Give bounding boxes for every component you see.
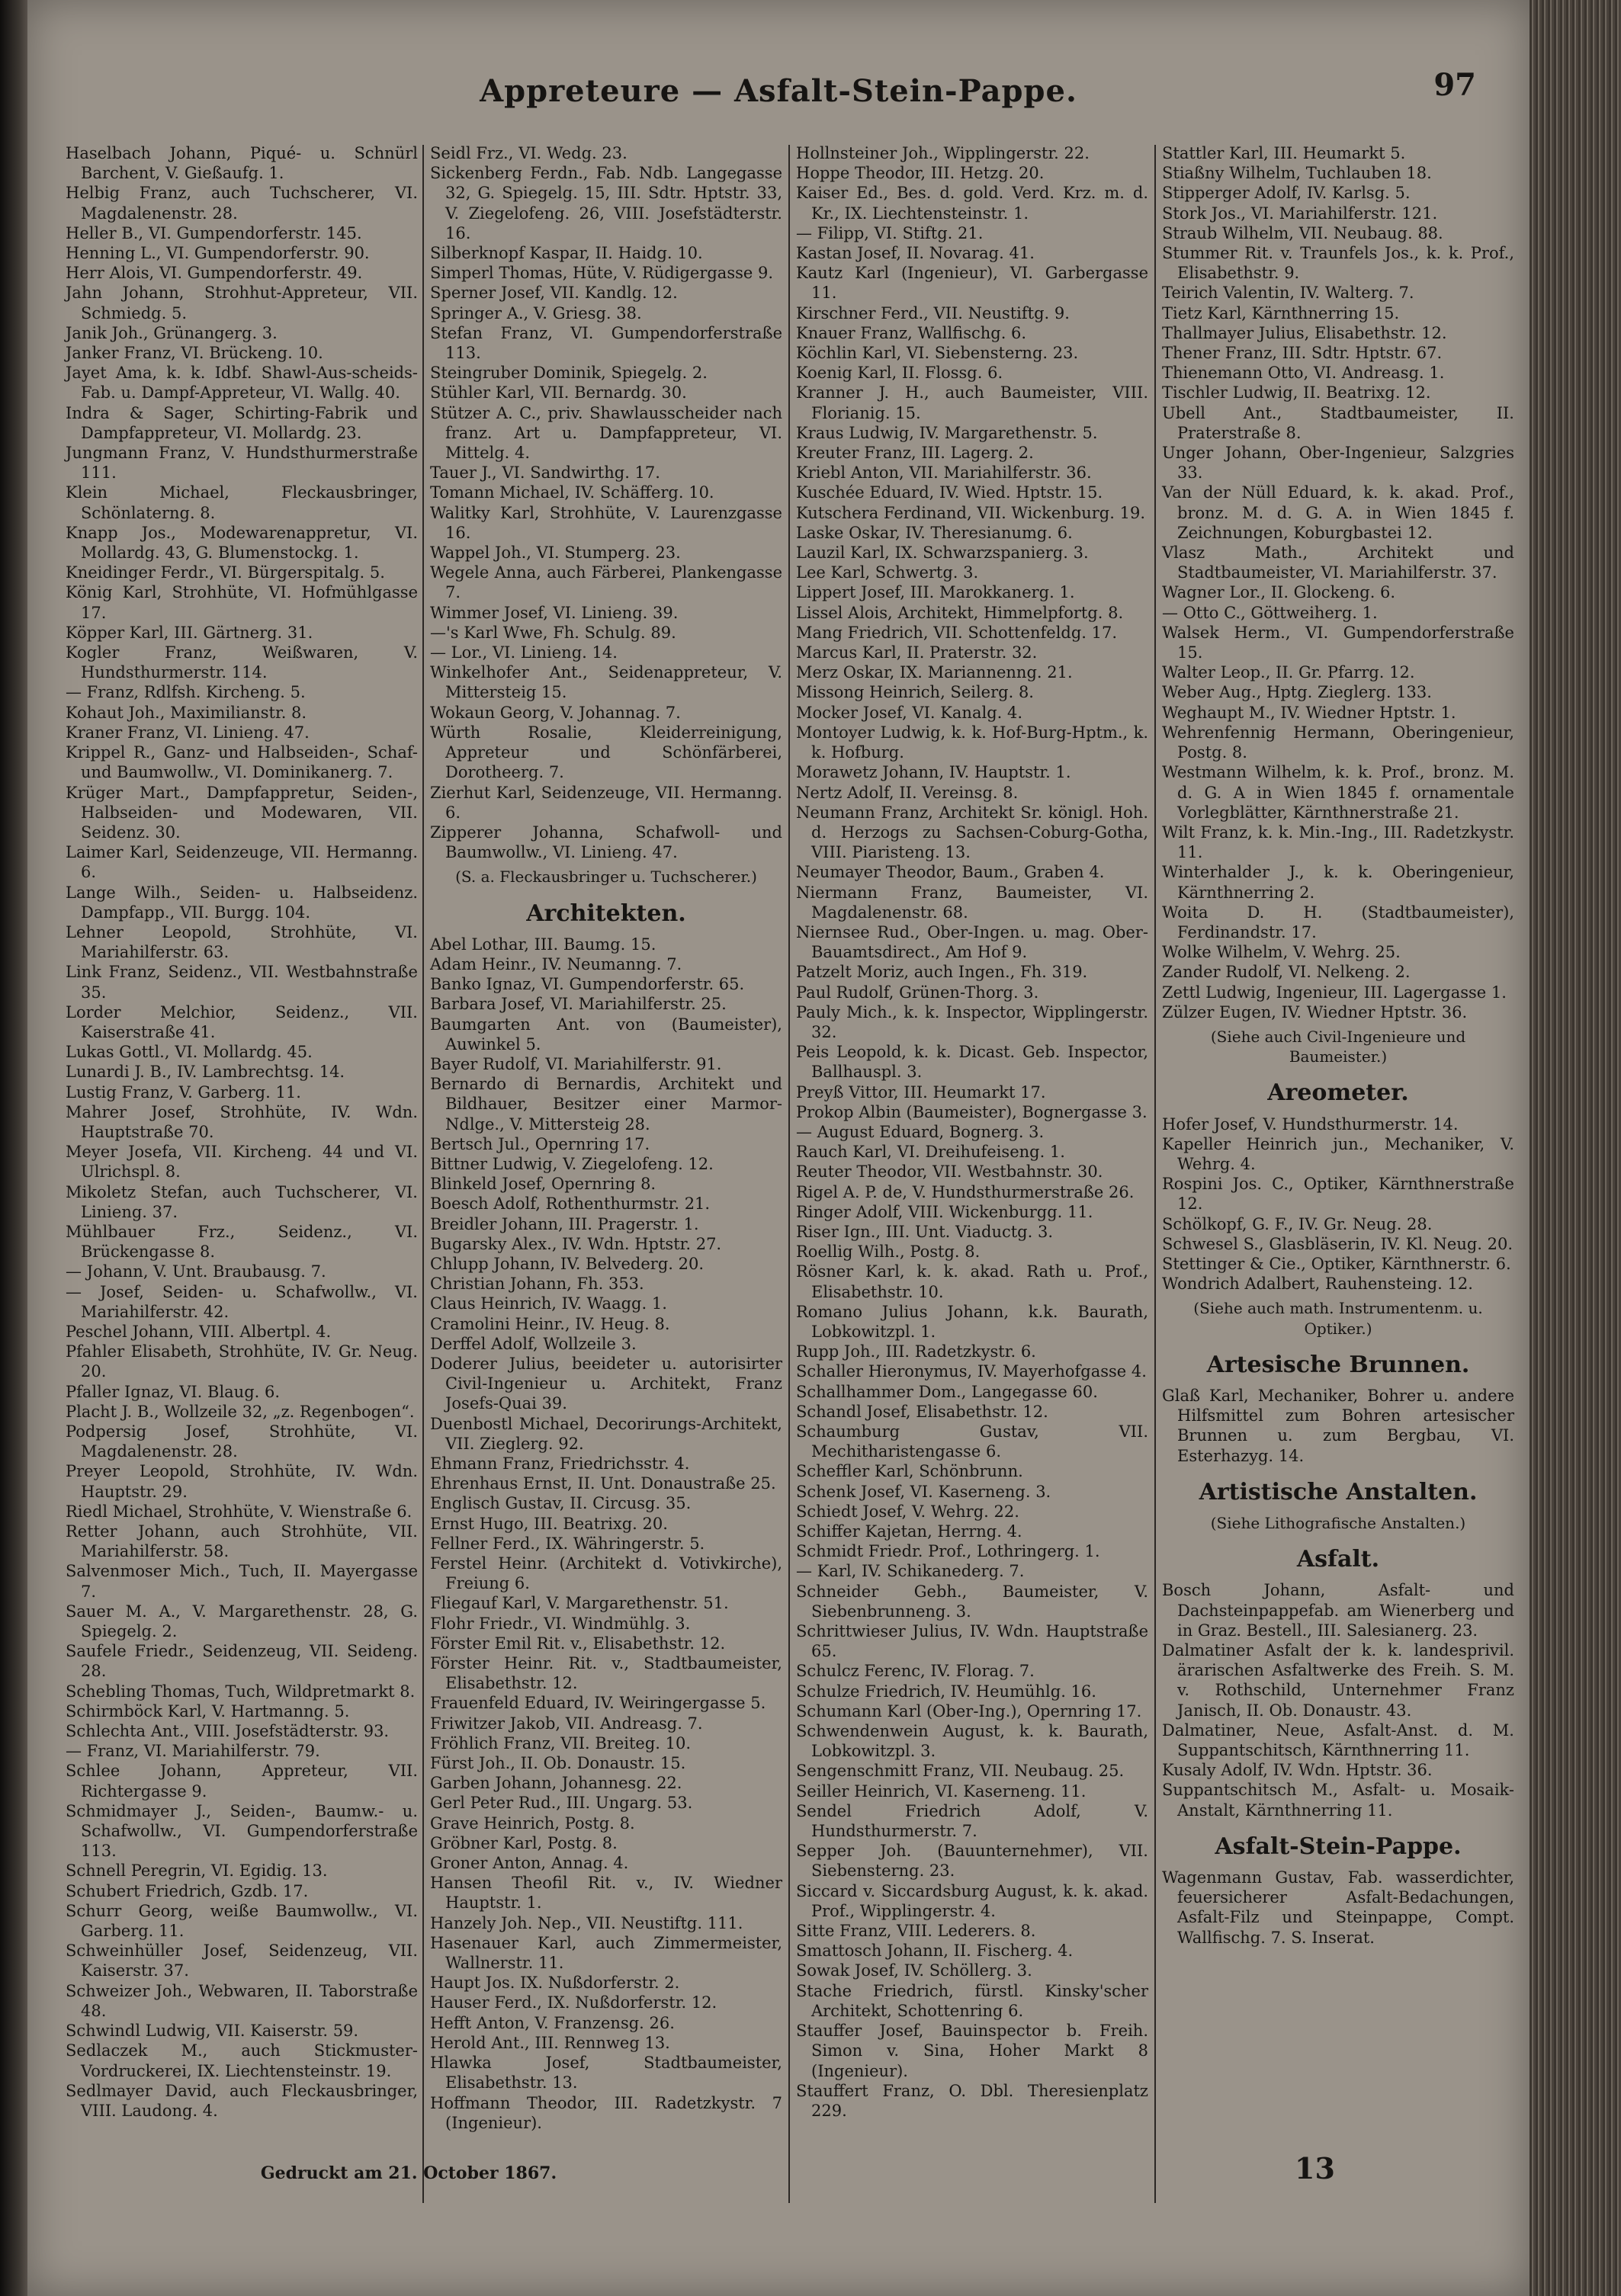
directory-entry: Siccard v. Siccardsburg August, k. k. akad. Prof., Wipplingerstr. 4. [796, 1881, 1148, 1920]
entry-list [430, 143, 782, 862]
section-heading-artistische-anstalten: Artistische Anstalten. [1199, 1478, 1478, 1506]
directory-entry: Gröbner Karl, Postg. 8. [430, 1833, 618, 1852]
column-rule [1154, 145, 1156, 2203]
directory-entry: Preyß Vittor, III. Heumarkt 17. [796, 1082, 1046, 1102]
directory-entry: Kautz Karl (Ingenieur), VI. Garbergasse 11. [796, 264, 1148, 303]
directory-entry: Lee Karl, Schwertg. 3. [796, 563, 979, 582]
directory-entry: Tischler Ludwig, II. Beatrixg. 12. [1162, 383, 1431, 402]
directory-entry: Schmidmayer J., Seiden-, Baumw.- u. Schafwollw., VI. Gumpendorferstraße 113. [66, 1801, 418, 1861]
column-1 [66, 143, 418, 2121]
directory-entry: Barbara Josef, VI. Mariahilferstr. 25. [430, 995, 727, 1014]
directory-entry: Unger Johann, Ober-Ingenieur, Salzgries 33. [1162, 444, 1514, 483]
directory-entry: Wagner Lor., II. Glockeng. 6. [1162, 583, 1396, 602]
directory-entry: Lissel Alois, Architekt, Himmelpfortg. 8. [796, 603, 1124, 622]
directory-entry: Niermann Franz, Baumeister, VI. Magdalenenstr. 68. [796, 883, 1148, 922]
directory-entry: Jayet Ama, k. k. Idbf. Shawl-Aus-scheids-Fab. u. Dampf-Appreteur, VI. Wallg. 40. [66, 364, 418, 402]
directory-entry: — Otto C., Göttweiherg. 1. [1162, 603, 1378, 622]
column-rule [422, 145, 424, 2203]
directory-entry: Ehrenhaus Ernst, II. Unt. Donaustraße 25. [430, 1474, 776, 1493]
directory-entry: Fliegauf Karl, V. Margarethenstr. 51. [430, 1594, 729, 1613]
directory-entry: Glaß Karl, Mechaniker, Bohrer u. andere Hilfsmittel zum Bohren artesischer Brunnen u. zum Bergbau, VI. Esterhazyg. 14. [1162, 1386, 1514, 1465]
directory-entry: Hoppe Theodor, III. Hetzg. 20. [796, 164, 1045, 183]
directory-entry: Sedlmayer David, auch Fleckausbringer, VIII. Laudong. 4. [66, 2081, 418, 2120]
directory-entry: Woita D. H. (Stadtbaumeister), Ferdinandstr. 17. [1162, 903, 1514, 941]
directory-entry: König Karl, Strohhüte, VI. Hofmühlgasse 17. [66, 583, 418, 622]
directory-entry: Lange Wilh., Seiden- u. Halbseidenz. Dampfapp., VII. Burgg. 104. [66, 883, 418, 922]
directory-entry: Stühler Karl, VII. Bernardg. 30. [430, 383, 687, 402]
directory-entry: Schirmböck Karl, V. Hartmanng. 5. [66, 1701, 350, 1720]
directory-entry: Westmann Wilhelm, k. k. Prof., bronz. M. d. G. A in Wien 1845 f. ornamentale Vorlegblätter, Kärnthnerstraße 21. [1162, 763, 1514, 822]
directory-entry: Kutschera Ferdinand, VII. Wickenburg. 19. [796, 503, 1146, 522]
directory-entry: Schölkopf, G. F., IV. Gr. Neug. 28. [1162, 1214, 1433, 1233]
directory-entry: Wegele Anna, auch Färberei, Plankengasse 7. [430, 563, 782, 602]
book-spine-shadow [0, 0, 27, 2296]
section-heading-architekten: Architekten. [526, 899, 686, 927]
directory-entry: Helbig Franz, auch Tuchscherer, VI. Magdalenenstr. 28. [66, 184, 418, 223]
cross-reference-note: (Siehe Lithografische Anstalten.) [1210, 1514, 1466, 1532]
directory-entry: Cramolini Heinr., IV. Heug. 8. [430, 1314, 670, 1333]
directory-entry: Schneider Gebh., Baumeister, V. Siebenbrunneng. 3. [796, 1582, 1148, 1621]
directory-entry: Kreuter Franz, III. Lagerg. 2. [796, 444, 1034, 463]
directory-entry: Schaumburg Gustav, VII. Mechitharistengasse 6. [796, 1422, 1148, 1461]
directory-entry: Stummer Rit. v. Traunfels Jos., k. k. Prof., Elisabethstr. 9. [1162, 244, 1514, 283]
entry-list [796, 143, 1148, 2121]
directory-entry: Podpersig Josef, Strohhüte, VI. Magdalenenstr. 28. [66, 1422, 418, 1461]
directory-entry: Teirich Valentin, IV. Walterg. 7. [1162, 284, 1414, 303]
directory-entry: Indra & Sager, Schirting-Fabrik und Dampfappreteur, VI. Mollardg. 23. [66, 403, 418, 442]
directory-entry: Sickenberg Ferdn., Fab. Ndb. Langegasse 32, G. Spiegelg. 15, III. Sdtr. Hptstr. 33, V. Ziegelofeng. 26, VIII. Josefstädterstr. 16. [430, 164, 782, 242]
directory-entry: Schmidt Friedr. Prof., Lothringerg. 1. [796, 1542, 1100, 1561]
directory-entry: Thallmayer Julius, Elisabethstr. 12. [1162, 323, 1447, 342]
directory-entry: Sendel Friedrich Adolf, V. Hundsthurmerstr. 7. [796, 1801, 1148, 1841]
section-heading-asfalt-stein-pappe: Asfalt-Stein-Pappe. [1215, 1833, 1462, 1860]
directory-entry: Schlechta Ant., VIII. Josefstädterstr. 93. [66, 1722, 390, 1741]
directory-entry: Kuschée Eduard, IV. Wied. Hptstr. 15. [796, 483, 1103, 502]
directory-entry: Pfaller Ignaz, VI. Blaug. 6. [66, 1382, 281, 1401]
directory-entry: Simperl Thomas, Hüte, V. Rüdigergasse 9. [430, 264, 774, 283]
directory-entry: Stache Friedrich, fürstl. Kinsky'scher Architekt, Schottenring 6. [796, 1981, 1148, 2020]
directory-entry: Köchlin Karl, VI. Siebensterng. 23. [796, 344, 1079, 363]
cross-reference-note: (S. a. Fleckausbringer u. Tuchscherer.) [455, 867, 757, 887]
directory-entry: Stauffer Josef, Bauinspector b. Freih. Simon v. Sina, Hoher Markt 8 (Ingenieur). [796, 2022, 1148, 2080]
directory-entry: Bernardo di Bernardis, Architekt und Bildhauer, Besitzer einer Marmor-Ndlge., V. Mittersteig 28. [430, 1075, 782, 1134]
directory-entry: Stauffert Franz, O. Dbl. Theresienplatz 229. [796, 2081, 1148, 2120]
directory-entry: Schwesel S., Glasbläserin, IV. Kl. Neug. 20. [1162, 1234, 1513, 1253]
directory-entry: Pauly Mich., k. k. Inspector, Wipplingerstr. 32. [796, 1002, 1148, 1041]
directory-entry: Henning L., VI. Gumpendorferstr. 90. [66, 244, 370, 263]
directory-entry: Schlee Johann, Appreteur, VII. Richtergasse 9. [66, 1762, 418, 1801]
directory-entry: Laske Oskar, IV. Theresianumg. 6. [796, 523, 1073, 542]
directory-entry: Schumann Karl (Ober-Ing.), Opernring 17. [796, 1701, 1142, 1720]
directory-entry: Schaller Hieronymus, IV. Mayerhofgasse 4. [796, 1362, 1147, 1381]
column-2 [430, 143, 782, 2133]
directory-entry: Saufele Friedr., Seidenzeug, VII. Seideng. 28. [66, 1642, 418, 1681]
directory-entry: Herr Alois, VI. Gumpendorferstr. 49. [66, 264, 363, 283]
directory-entry: Hofer Josef, V. Hundsthurmerstr. 14. [1162, 1114, 1459, 1134]
directory-entry: Köpper Karl, III. Gärtnerg. 31. [66, 623, 313, 642]
directory-entry: Mikoletz Stefan, auch Tuchscherer, VI. Linieng. 37. [66, 1182, 418, 1221]
directory-entry: Fröhlich Franz, VII. Breiteg. 10. [430, 1733, 692, 1752]
directory-entry: Schwendenwein August, k. k. Baurath, Lobkowitzpl. 3. [796, 1722, 1148, 1761]
directory-entry: Heller B., VI. Gumpendorferstr. 145. [66, 223, 362, 242]
directory-entry: Springer A., V. Griesg. 38. [430, 303, 642, 322]
directory-entry: Wondrich Adalbert, Rauhensteing. 12. [1162, 1275, 1473, 1294]
directory-entry: Stiaßny Wilhelm, Tuchlauben 18. [1162, 164, 1432, 183]
directory-entry: Hansen Theofil Rit. v., IV. Wiedner Hauptstr. 1. [430, 1874, 782, 1913]
directory-entry: Walsek Herm., VI. Gumpendorferstraße 15. [1162, 623, 1514, 662]
directory-entry: Lorder Melchior, Seidenz., VII. Kaiserstraße 41. [66, 1002, 418, 1041]
directory-entry: Wolke Wilhelm, V. Wehrg. 25. [1162, 943, 1401, 962]
directory-entry: Wokaun Georg, V. Johannag. 7. [430, 703, 681, 722]
directory-entry: Schweinhüller Josef, Seidenzeug, VII. Kaiserstr. 37. [66, 1942, 418, 1980]
directory-entry: — Karl, IV. Schikanederg. 7. [796, 1562, 1025, 1581]
directory-entry: Niernsee Rud., Ober-Ingen. u. mag. Ober-Bauamtsdirect., Am Hof 9. [796, 922, 1148, 962]
directory-entry: Ernst Hugo, III. Beatrixg. 20. [430, 1514, 668, 1533]
directory-entry: — Johann, V. Unt. Braubausg. 7. [66, 1262, 326, 1281]
directory-entry: Straub Wilhelm, VII. Neubaug. 88. [1162, 223, 1443, 242]
directory-entry: Knauer Franz, Wallfischg. 6. [796, 323, 1027, 342]
directory-entry: Kriebl Anton, VII. Mariahilferstr. 36. [796, 463, 1092, 483]
directory-entry: Zettl Ludwig, Ingenieur, III. Lagergasse 1. [1162, 983, 1507, 1002]
directory-entry: Wimmer Josef, VI. Linieng. 39. [430, 603, 679, 622]
directory-entry: Schallhammer Dom., Langegasse 60. [796, 1382, 1098, 1401]
directory-entry: Zipperer Johanna, Schafwoll- und Baumwollw., VI. Linieng. 47. [430, 823, 782, 862]
column-4 [1162, 143, 1514, 1948]
directory-entry: — Franz, VI. Mariahilferstr. 79. [66, 1742, 320, 1761]
directory-entry: Krippel R., Ganz- und Halbseiden-, Schaf- und Baumwollw., VI. Dominikanerg. 7. [66, 743, 418, 782]
directory-entry: Haupt Jos. IX. Nußdorferstr. 2. [430, 1974, 680, 1993]
directory-entry: Stork Jos., VI. Mariahilferstr. 121. [1162, 204, 1438, 223]
directory-entry: Gerl Peter Rud., III. Ungarg. 53. [430, 1794, 693, 1813]
directory-entry: Sengenschmitt Franz, VII. Neubaug. 25. [796, 1762, 1125, 1781]
directory-entry: Frauenfeld Eduard, IV. Weiringergasse 5. [430, 1694, 766, 1713]
directory-entry: Hefft Anton, V. Franzensg. 26. [430, 2013, 675, 2032]
directory-entry: Christian Johann, Fh. 353. [430, 1275, 644, 1294]
page-number: 97 [1433, 67, 1476, 103]
directory-entry: Tomann Michael, IV. Schäfferg. 10. [430, 483, 714, 502]
directory-entry: Silberknopf Kaspar, II. Haidg. 10. [430, 244, 703, 263]
directory-entry: Merz Oskar, IX. Mariannenng. 21. [796, 663, 1073, 682]
directory-entry: Seidl Frz., VI. Wedg. 23. [430, 144, 628, 162]
directory-entry: Suppantschitsch M., Asfalt- u. Mosaik-Anstalt, Kärnthnerring 11. [1162, 1781, 1514, 1820]
directory-entry: Pfahler Elisabeth, Strohhüte, IV. Gr. Neug. 20. [66, 1342, 418, 1381]
directory-entry: Herold Ant., III. Rennweg 13. [430, 2033, 670, 2052]
directory-entry: Kaiser Ed., Bes. d. gold. Verd. Krz. m. d. Kr., IX. Liechtensteinstr. 1. [796, 184, 1148, 223]
directory-entry: Scheffler Karl, Schönbrunn. [796, 1462, 1023, 1481]
directory-entry: Walitky Karl, Strohhüte, V. Laurenzgasse 16. [430, 503, 782, 542]
directory-entry: Dalmatiner Asfalt der k. k. landesprivil. ärarischen Asfaltwerke des Freih. S. M. v. Rothschild, Unternehmer Franz Janisch, II. Ob. Donaustr. 43. [1162, 1641, 1514, 1720]
directory-entry: Weghaupt M., IV. Wiedner Hptstr. 1. [1162, 703, 1456, 722]
directory-entry: Peschel Johann, VIII. Albertpl. 4. [66, 1322, 332, 1341]
directory-entry: Riser Ign., III. Unt. Viaductg. 3. [796, 1222, 1054, 1241]
directory-entry: Preyer Leopold, Strohhüte, IV. Wdn. Hauptstr. 29. [66, 1462, 418, 1501]
directory-entry: Englisch Gustav, II. Circusg. 35. [430, 1494, 692, 1513]
directory-entry: Reuter Theodor, VII. Westbahnstr. 30. [796, 1162, 1103, 1182]
directory-entry: Ehmann Franz, Friedrichsstr. 4. [430, 1454, 690, 1473]
directory-entry: Boesch Adolf, Rothenthurmstr. 21. [430, 1194, 711, 1214]
directory-entry: Hauser Ferd., IX. Nußdorferstr. 12. [430, 1993, 717, 2012]
directory-entry: Schulze Friedrich, IV. Heumühlg. 16. [796, 1682, 1096, 1701]
directory-entry: Romano Julius Johann, k.k. Baurath, Lobkowitzpl. 1. [796, 1302, 1148, 1341]
directory-entry: Peis Leopold, k. k. Dicast. Geb. Inspector, Ballhauspl. 3. [796, 1043, 1148, 1082]
print-date-footer: Gedruckt am 21. October 1867. [260, 2163, 557, 2183]
printer-signature-mark: 13 [1295, 2151, 1335, 2185]
directory-entry: Janker Franz, VI. Brückeng. 10. [66, 344, 323, 363]
directory-entry: Mühlbauer Frz., Seidenz., VI. Brückengasse 8. [66, 1222, 418, 1262]
directory-entry: Van der Nüll Eduard, k. k. akad. Prof., bronz. M. d. G. A. in Wien 1845 f. Zeichnungen, Koburgbastei 12. [1162, 483, 1514, 542]
directory-entry: Schebling Thomas, Tuch, Wildpretmarkt 8. [66, 1682, 416, 1701]
directory-entry: Laimer Karl, Seidenzeuge, VII. Hermanng. 6. [66, 843, 418, 882]
directory-entry: Schiffer Kajetan, Herrng. 4. [796, 1522, 1022, 1541]
entry-list [1162, 143, 1514, 1022]
directory-entry: Meyer Josefa, VII. Kircheng. 44 und VI. Ulrichspl. 8. [66, 1143, 418, 1182]
directory-entry: Wappel Joh., VI. Stumperg. 23. [430, 544, 681, 563]
directory-entry: — Franz, Rdlfsh. Kircheng. 5. [66, 683, 306, 702]
directory-entry: Winterhalder J., k. k. Oberingenieur, Kärnthnerring 2. [1162, 863, 1514, 902]
directory-entry: Hanzely Joh. Nep., VII. Neustiftg. 111. [430, 1913, 743, 1932]
directory-entry: Groner Anton, Annag. 4. [430, 1854, 629, 1873]
directory-entry: Stipperger Adolf, IV. Karlsg. 5. [1162, 184, 1411, 203]
directory-entry: Schweizer Joh., Webwaren, II. Taborstraße 48. [66, 1981, 418, 2020]
directory-entry: Krüger Mart., Dampfappretur, Seiden-, Halbseiden- und Modewaren, VII. Seidenz. 30. [66, 783, 418, 842]
directory-entry: Lehner Leopold, Strohhüte, VI. Mariahilferstr. 63. [66, 922, 418, 962]
directory-entry: Abel Lothar, III. Baumg. 15. [430, 935, 656, 954]
directory-entry: Kraus Ludwig, IV. Margarethenstr. 5. [796, 423, 1098, 442]
directory-entry: Stattler Karl, III. Heumarkt 5. [1162, 144, 1406, 162]
directory-entry: Ferstel Heinr. (Architekt d. Votivkirche), Freiung 6. [430, 1554, 782, 1593]
directory-entry: Lunardi J. B., IV. Lambrechtsg. 14. [66, 1063, 345, 1082]
directory-entry: Thienemann Otto, VI. Andreasg. 1. [1162, 364, 1445, 383]
directory-entry: Friwitzer Jakob, VII. Andreasg. 7. [430, 1714, 703, 1733]
directory-entry: Steingruber Dominik, Spiegelg. 2. [430, 364, 708, 383]
directory-entry: Flohr Friedr., VI. Windmühlg. 3. [430, 1614, 691, 1633]
directory-entry: Kogler Franz, Weißwaren, V. Hundsthurmerstr. 114. [66, 643, 418, 682]
directory-entry: Grave Heinrich, Postg. 8. [430, 1813, 635, 1833]
directory-entry: Klein Michael, Fleckausbringer, Schönlaterng. 8. [66, 483, 418, 522]
directory-entry: Riedl Michael, Strohhüte, V. Wienstraße 6. [66, 1502, 412, 1521]
directory-entry: Paul Rudolf, Grünen-Thorg. 3. [796, 983, 1039, 1002]
directory-entry: Koenig Karl, II. Flossg. 6. [796, 364, 1003, 383]
directory-entry: Roellig Wilh., Postg. 8. [796, 1243, 981, 1262]
directory-entry: —'s Karl Wwe, Fh. Schulg. 89. [430, 623, 676, 642]
directory-entry: — Lor., VI. Linieng. 14. [430, 643, 618, 662]
directory-entry: Rösner Karl, k. k. akad. Rath u. Prof., Elisabethstr. 10. [796, 1262, 1148, 1301]
directory-entry: Hlawka Josef, Stadtbaumeister, Elisabethstr. 13. [430, 2054, 782, 2092]
section-heading-artesische-brunnen: Artesische Brunnen. [1206, 1351, 1470, 1378]
directory-entry: Rigel A. P. de, V. Hundsthurmerstraße 26. [796, 1182, 1135, 1201]
entry-list [1162, 1580, 1514, 1820]
directory-entry: Bosch Johann, Asfalt- und Dachsteinpappefab. am Wienerberg und in Graz. Bestell., III. Salesianerg. 23. [1162, 1581, 1514, 1640]
directory-entry: Mahrer Josef, Strohhüte, IV. Wdn. Hauptstraße 70. [66, 1102, 418, 1141]
directory-entry: Adam Heinr., IV. Neumanng. 7. [430, 954, 682, 973]
directory-entry: Stefan Franz, VI. Gumpendorferstraße 113. [430, 323, 782, 363]
directory-entry: Kirschner Ferd., VII. Neustiftg. 9. [796, 303, 1070, 322]
directory-entry: Chlupp Johann, IV. Belvederg. 20. [430, 1254, 705, 1273]
directory-entry: Ubell Ant., Stadtbaumeister, II. Praterstraße 8. [1162, 403, 1514, 442]
directory-entry: Förster Emil Rit. v., Elisabethstr. 12. [430, 1634, 726, 1653]
directory-entry: Schnell Peregrin, VI. Egidig. 13. [66, 1861, 328, 1881]
directory-entry: Lauzil Karl, IX. Schwarzspanierg. 3. [796, 544, 1089, 563]
directory-entry: Nertz Adolf, II. Vereinsg. 8. [796, 783, 1019, 802]
directory-entry: Duenbostl Michael, Decorirungs-Architekt, VII. Zieglerg. 92. [430, 1414, 782, 1453]
directory-entry: Walter Leop., II. Gr. Pfarrg. 12. [1162, 663, 1415, 682]
directory-entry: Sowak Josef, IV. Schöllerg. 3. [796, 1961, 1032, 1980]
directory-entry: Claus Heinrich, IV. Waagg. 1. [430, 1294, 667, 1313]
directory-entry: Kastan Josef, II. Novarag. 41. [796, 244, 1035, 263]
directory-entry: Tietz Karl, Kärnthnerring 15. [1162, 303, 1400, 322]
cross-reference-note: (Siehe auch Civil-Ingenieure und Baumeister.) [1210, 1027, 1466, 1066]
section-heading-areometer: Areometer. [1267, 1079, 1409, 1107]
directory-entry: Kraner Franz, VI. Linieng. 47. [66, 723, 310, 742]
directory-entry: Stettinger & Cie., Optiker, Kärnthnerstr. 6. [1162, 1254, 1511, 1273]
directory-entry: Dalmatiner, Neue, Asfalt-Anst. d. M. Suppantschitsch, Kärnthnerring 11. [1162, 1720, 1514, 1760]
directory-entry: Tauer J., VI. Sandwirthg. 17. [430, 463, 660, 483]
directory-entry: Hollnsteiner Joh., Wipplingerstr. 22. [796, 144, 1090, 162]
directory-entry: Zierhut Karl, Seidenzeuge, VII. Hermanng. 6. [430, 783, 782, 822]
directory-entry: Kapeller Heinrich jun., Mechaniker, V. Wehrg. 4. [1162, 1134, 1514, 1173]
directory-entry: Schulcz Ferenc, IV. Florag. 7. [796, 1662, 1035, 1681]
directory-entry: Neumann Franz, Architekt Sr. königl. Hoh. d. Herzogs zu Sachsen-Coburg-Gotha, VIII. Piaristeng. 13. [796, 803, 1148, 862]
directory-entry: Lukas Gottl., VI. Mollardg. 45. [66, 1043, 313, 1062]
directory-entry: Wagenmann Gustav, Fab. wasserdichter, feuersicherer Asfalt-Bedachungen, Asfalt-Filz und Steinpappe, Compt. Wallfischg. 7. S. Inserat. [1162, 1868, 1514, 1947]
directory-entry: Marcus Karl, II. Praterstr. 32. [796, 643, 1038, 662]
directory-entry: Ringer Adolf, VIII. Wickenburgg. 11. [796, 1202, 1093, 1221]
directory-entry: Sepper Joh. (Bauunternehmer), VII. Siebensterng. 23. [796, 1842, 1148, 1881]
directory-entry: Jungmann Franz, V. Hundsthurmerstraße 111. [66, 444, 418, 483]
directory-entry: Hasenauer Karl, auch Zimmermeister, Wallnerstr. 11. [430, 1933, 782, 1973]
directory-entry: Retter Johann, auch Strohhüte, VII. Mariahilferstr. 58. [66, 1522, 418, 1561]
directory-entry: Schwindl Ludwig, VII. Kaiserstr. 59. [66, 2022, 359, 2041]
page-header: Appreteure — Asfalt-Stein-Pappe. [480, 73, 1077, 109]
directory-entry: Schandl Josef, Elisabethstr. 12. [796, 1402, 1048, 1421]
directory-entry: Salvenmoser Mich., Tuch, II. Mayergasse 7. [66, 1562, 418, 1601]
directory-entry: Link Franz, Seidenz., VII. Westbahnstraße 35. [66, 963, 418, 1002]
directory-entry: Weber Aug., Hptg. Zieglerg. 133. [1162, 683, 1432, 702]
page-edges [1530, 0, 1621, 2296]
directory-entry: Montoyer Ludwig, k. k. Hof-Burg-Hptm., k. k. Hofburg. [796, 723, 1148, 762]
directory-entry: Morawetz Johann, IV. Hauptstr. 1. [796, 763, 1071, 782]
directory-page [27, 0, 1530, 2296]
directory-entry: Rospini Jos. C., Optiker, Kärnthnerstraße 12. [1162, 1175, 1514, 1214]
directory-entry: Zülzer Eugen, IV. Wiedner Hptstr. 36. [1162, 1002, 1468, 1021]
directory-entry: Mocker Josef, VI. Kanalg. 4. [796, 703, 1023, 722]
directory-entry: Schubert Friedrich, Gzdb. 17. [66, 1881, 309, 1900]
directory-entry: Kneidinger Ferdr., VI. Bürgerspitalg. 5. [66, 563, 385, 582]
directory-entry: Derffel Adolf, Wollzeile 3. [430, 1334, 637, 1353]
directory-entry: Schrittwieser Julius, IV. Wdn. Hauptstraße 65. [796, 1622, 1148, 1661]
directory-entry: Placht J. B., Wollzeile 32, „z. Regenbogen“. [66, 1402, 415, 1421]
directory-entry: Schurr Georg, weiße Baumwollw., VI. Garberg. 11. [66, 1901, 418, 1941]
entry-list [430, 935, 782, 2133]
directory-entry: Sedlaczek M., auch Stickmuster-Vordruckerei, IX. Liechtensteinstr. 19. [66, 2041, 418, 2080]
directory-entry: Bayer Rudolf, VI. Mariahilferstr. 91. [430, 1054, 722, 1073]
directory-entry: Sauer M. A., V. Margarethenstr. 28, G. Spiegelg. 2. [66, 1602, 418, 1641]
directory-entry: Lustig Franz, V. Garberg. 11. [66, 1082, 301, 1102]
directory-entry: Rupp Joh., III. Radetzkystr. 6. [796, 1342, 1036, 1361]
directory-entry: Kranner J. H., auch Baumeister, VIII. Florianig. 15. [796, 383, 1148, 422]
directory-entry: Sperner Josef, VII. Kandlg. 12. [430, 284, 678, 303]
column-3 [796, 143, 1148, 2121]
column-rule [788, 145, 790, 2203]
directory-entry: Mang Friedrich, VII. Schottenfeldg. 17. [796, 623, 1118, 642]
cross-reference-note: (Siehe auch math. Instrumentenm. u. Optiker.) [1193, 1299, 1483, 1338]
directory-entry: Kusaly Adolf, IV. Wdn. Hptstr. 36. [1162, 1761, 1433, 1780]
directory-entry: Seiller Heinrich, VI. Kaserneng. 11. [796, 1781, 1087, 1801]
directory-entry: Vlasz Math., Architekt und Stadtbaumeister, VI. Mariahilferstr. 37. [1162, 544, 1514, 582]
directory-entry: Wehrenfennig Hermann, Oberingenieur, Postg. 8. [1162, 723, 1514, 762]
directory-entry: Wilt Franz, k. k. Min.-Ing., III. Radetzkystr. 11. [1162, 823, 1514, 862]
entry-list [1162, 1114, 1514, 1294]
directory-entry: Smattosch Johann, II. Fischerg. 4. [796, 1942, 1074, 1961]
directory-entry: Haselbach Johann, Piqué- u. Schnürl Barchent, V. Gießaufg. 1. [66, 144, 418, 183]
directory-entry: Bittner Ludwig, V. Ziegelofeng. 12. [430, 1154, 714, 1173]
directory-entry: Rauch Karl, VI. Dreihufeiseng. 1. [796, 1143, 1065, 1162]
directory-entry: Prokop Albin (Baumeister), Bognergasse 3. [796, 1102, 1148, 1121]
directory-entry: Lippert Josef, III. Marokkanerg. 1. [796, 583, 1075, 602]
directory-entry: Förster Heinr. Rit. v., Stadtbaumeister, Elisabethstr. 12. [430, 1654, 782, 1693]
directory-entry: Fürst Joh., II. Ob. Donaustr. 15. [430, 1754, 686, 1773]
directory-entry: — August Eduard, Bognerg. 3. [796, 1122, 1045, 1141]
directory-entry: Missong Heinrich, Seilerg. 8. [796, 683, 1034, 702]
directory-entry: Knapp Jos., Modewarenappretur, VI. Mollardg. 43, G. Blumenstockg. 1. [66, 523, 418, 563]
entry-list [1162, 1868, 1514, 1948]
directory-entry: Hoffmann Theodor, III. Radetzkystr. 7 (Ingenieur). [430, 2093, 782, 2132]
directory-entry: Neumayer Theodor, Baum., Graben 4. [796, 863, 1105, 882]
entry-list [1162, 1386, 1514, 1466]
directory-entry: Doderer Julius, beeideter u. autorisirter Civil-Ingenieur u. Architekt, Franz Josefs-Quai 39. [430, 1354, 782, 1413]
directory-entry: Breidler Johann, III. Pragerstr. 1. [430, 1214, 699, 1233]
directory-entry: Würth Rosalie, Kleiderreinigung, Appreteur und Schönfärberei, Dorotheerg. 7. [430, 723, 782, 782]
section-heading-asfalt: Asfalt. [1296, 1546, 1380, 1573]
entry-list [66, 143, 418, 2121]
directory-entry: Winkelhofer Ant., Seidenappreteur, V. Mittersteig 15. [430, 663, 782, 702]
directory-entry: Janik Joh., Grünangerg. 3. [66, 323, 278, 342]
directory-entry: — Filipp, VI. Stiftg. 21. [796, 223, 984, 242]
directory-entry: Zander Rudolf, VI. Nelkeng. 2. [1162, 963, 1411, 982]
directory-entry: Blinkeld Josef, Opernring 8. [430, 1175, 656, 1194]
directory-entry: Kohaut Joh., Maximilianstr. 8. [66, 703, 307, 722]
directory-entry: Stützer A. C., priv. Shawlausscheider nach franz. Art u. Dampfappreteur, VI. Mittelg. 4. [430, 403, 782, 463]
directory-entry: Banko Ignaz, VI. Gumpendorferstr. 65. [430, 975, 745, 994]
directory-entry: Schiedt Josef, V. Wehrg. 22. [796, 1502, 1019, 1521]
directory-entry: Sitte Franz, VIII. Lederers. 8. [796, 1922, 1036, 1941]
directory-entry: Fellner Ferd., IX. Währingerstr. 5. [430, 1534, 705, 1553]
directory-entry: Bertsch Jul., Opernring 17. [430, 1134, 650, 1153]
directory-entry: Thener Franz, III. Sdtr. Hptstr. 67. [1162, 344, 1443, 363]
directory-entry: Bugarsky Alex., IV. Wdn. Hptstr. 27. [430, 1234, 722, 1253]
directory-entry: Schenk Josef, VI. Kaserneng. 3. [796, 1482, 1051, 1501]
directory-entry: — Josef, Seiden- u. Schafwollw., VI. Mariahilferstr. 42. [66, 1282, 418, 1321]
directory-entry: Jahn Johann, Strohhut-Appreteur, VII. Schmiedg. 5. [66, 284, 418, 322]
directory-entry: Baumgarten Ant. von (Baumeister), Auwinkel 5. [430, 1015, 782, 1053]
directory-entry: Garben Johann, Johannesg. 22. [430, 1774, 682, 1793]
directory-entry: Patzelt Moriz, auch Ingen., Fh. 319. [796, 963, 1088, 982]
